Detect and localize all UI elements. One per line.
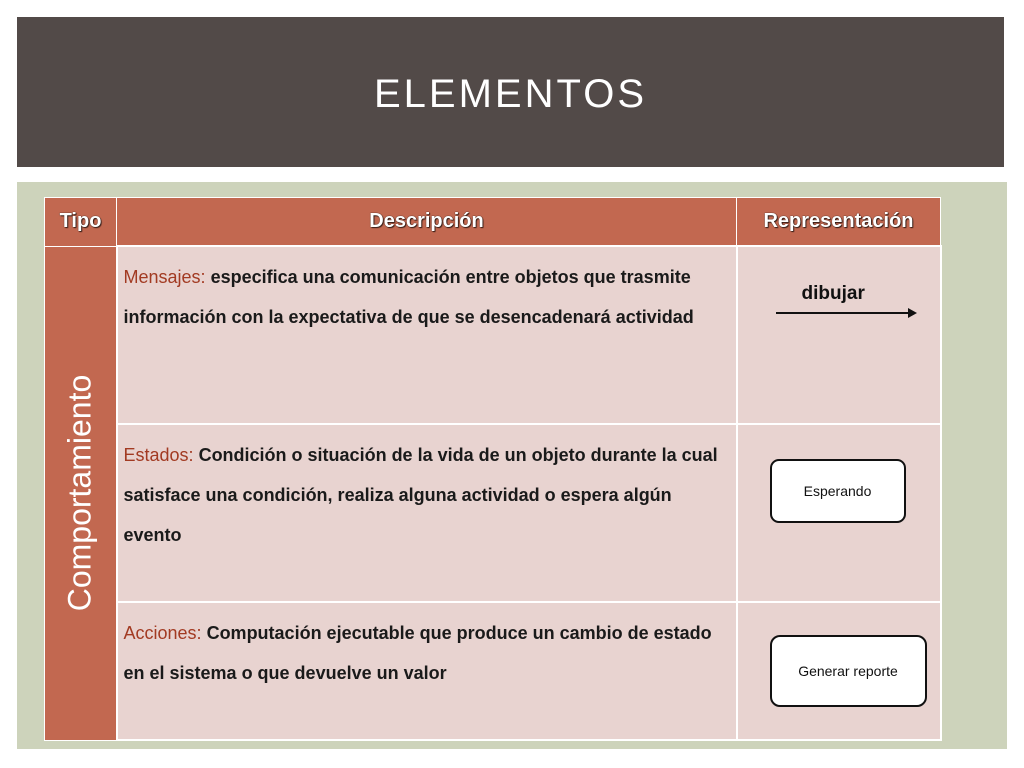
slide-title: ELEMENTOS — [374, 71, 647, 116]
description-cell-estados — [117, 424, 737, 602]
table-row — [45, 602, 941, 740]
description-text — [118, 425, 736, 555]
table-row — [45, 246, 941, 424]
term-separator: : — [200, 267, 206, 287]
description-text — [118, 603, 736, 693]
representation-cell-acciones — [737, 602, 941, 740]
description-cell-mensajes — [117, 246, 737, 424]
description-text — [118, 247, 736, 337]
state-box: Esperando — [770, 459, 906, 523]
header-representacion: Representación — [737, 198, 941, 247]
description-acciones: Computación ejecutable que produce un cambio de estado en el sistema o que devuelve un valor — [123, 623, 712, 683]
header-tipo: Tipo — [45, 198, 117, 247]
term-separator: : — [196, 623, 202, 643]
message-arrow-line — [776, 312, 910, 314]
table-header-row — [45, 198, 941, 247]
arrow-right-icon — [908, 308, 917, 318]
elements-table — [44, 197, 942, 741]
representation-cell-mensajes — [737, 246, 941, 424]
representation-cell-estados — [737, 424, 941, 602]
tipo-label: Comportamiento — [61, 374, 98, 612]
term-separator: : — [188, 445, 194, 465]
message-label: dibujar — [801, 283, 865, 304]
description-estados: Condición o situación de la vida de un objeto durante la cual satisface una condición, realiza alguna actividad o espera algún evento — [123, 445, 718, 545]
table-row — [45, 424, 941, 602]
term-acciones: Acciones — [123, 623, 197, 643]
description-cell-acciones — [117, 602, 737, 740]
term-estados: Estados — [123, 445, 189, 465]
header-descripcion: Descripción — [117, 198, 737, 247]
description-mensajes: especifica una comunicación entre objetos que trasmite información con la expectativa de que se desencadenará actividad — [123, 267, 694, 327]
action-box: Generar reporte — [770, 635, 927, 707]
term-mensajes: Mensajes — [123, 267, 201, 287]
tipo-cell — [45, 246, 117, 740]
title-bar — [17, 17, 1004, 167]
